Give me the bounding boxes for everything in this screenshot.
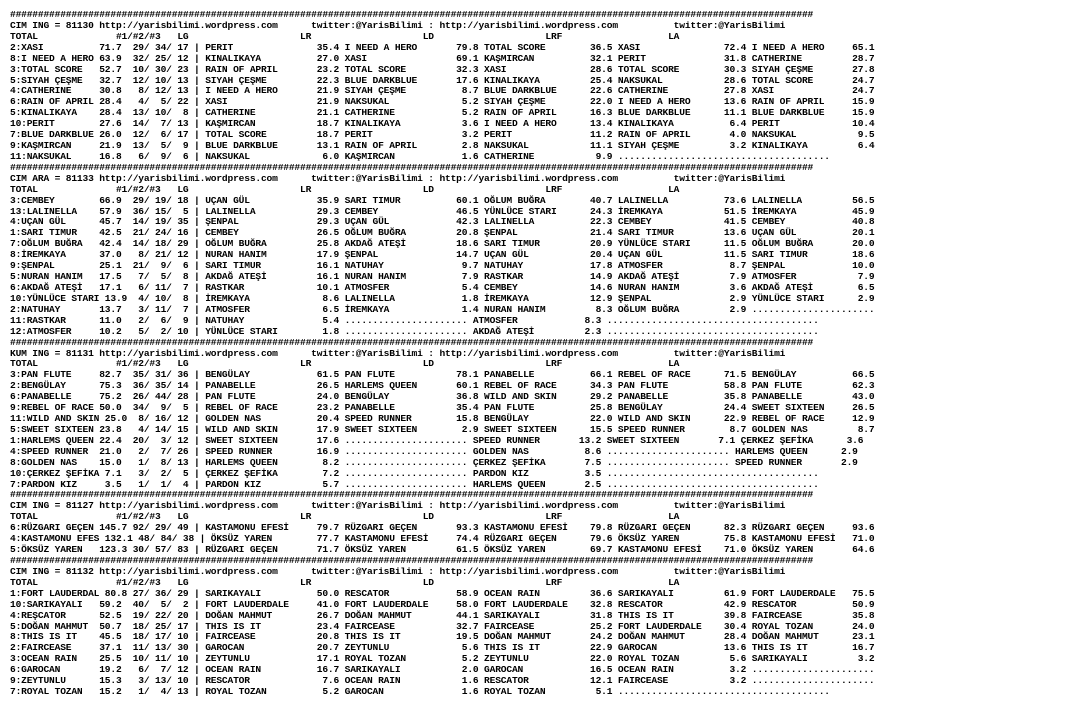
data-row: 2:FAIRCEASE 37.1 11/ 13/ 30 | GAROCAN 20.7 ZEYTUNLU 5.6 THIS IS IT 22.9 GAROCAN 13.6 THIS IS IT 16.7 <box>10 642 875 654</box>
column-header: TOTAL #1/#2/#3 LG LR LD LRF LA <box>10 30 680 42</box>
data-row: 11:RASTKAR 11.0 2/ 6/ 9 | NATUHAY 5.4 ...................... ATMOSFER 8.3 ...................................... <box>10 314 819 326</box>
data-row: 7:BLUE DARKBLUE 26.0 12/ 6/ 17 | TOTAL SCORE 18.7 PERIT 3.2 PERIT 11.2 RAIN OF APRIL 4.0 NAKSUKAL 9.5 <box>10 129 875 141</box>
data-row: 1:HARLEMS QUEEN 22.4 20/ 3/ 12 | SWEET SIXTEEN 17.6 ...................... SPEED RUNNER 13.2 SWEET SIXTEEN 7.1 ÇERKEZ ŞEFİKA 3.6 <box>10 434 864 446</box>
race-header: KUM ING = 81131 http://yarisbilimi.wordpress.com twitter:@YarisBilimi : http://yarisbilimi.wordpress.com twitter:@YarisBilimi <box>10 347 786 359</box>
data-row: 8:GOLDEN NAS 15.0 1/ 8/ 13 | HARLEMS QUEEN 8.2 ...................... ÇERKEZ ŞEFİKA 7.5 ...................... SPEED RUNNER 2.9 <box>10 456 858 468</box>
data-row: 5:SWEET SIXTEEN 23.8 4/ 14/ 15 | WILD AND SKIN 17.9 SWEET SIXTEEN 2.9 SWEET SIXTEEN 15.5 SPEED RUNNER 8.7 GOLDEN NAS 8.7 <box>10 423 875 435</box>
data-row: 6:AKDAĞ ATEŞİ 17.1 6/ 11/ 7 | RASTKAR 10.1 ATMOSFER 5.4 CEMBEY 14.6 NURAN HANIM 3.6 AKDAĞ ATEŞİ 6.5 <box>10 282 875 293</box>
data-row: 9:ZEYTUNLU 15.3 3/ 13/ 10 | RESCATOR 7.6 OCEAN RAIN 1.6 RESCATOR 12.1 FAIRCEASE 3.2 ...................... <box>10 675 875 687</box>
data-row: 4:REŞCATOR 52.5 19/ 22/ 20 | DOĞAN MAHMUT 26.7 DOĞAN MAHMUT 44.1 SARIKAYALI 31.8 THIS IS IT 39.8 FAIRCEASE 35.8 <box>10 609 875 621</box>
data-row: 9:REBEL OF RACE 50.0 34/ 9/ 5 | REBEL OF RACE 23.2 PANABELLE 35.4 PAN FLUTE 25.8 BENGÜLAY 24.4 SWEET SIXTEEN 26.5 <box>10 402 875 414</box>
data-row: 8:I NEED A HERO 63.9 32/ 25/ 12 | KINALIKAYA 27.0 XASI 69.1 KAŞMIRCAN 32.1 PERIT 31.8 CATHERINE 28.7 <box>10 52 875 64</box>
data-row: 4:KASTAMONU EFES 132.1 48/ 84/ 38 | ÖKSÜZ YAREN 77.7 KASTAMONU EFESİ 74.4 RÜZGARI GEÇEN 79.6 ÖKSÜZ YAREN 75.8 KASTAMONU EFESİ 71.0 <box>10 533 875 545</box>
data-row: 8:THIS IS IT 45.5 18/ 17/ 10 | FAIRCEASE 20.8 THIS IS IT 19.5 DOĞAN MAHMUT 24.2 DOĞAN MAHMUT 28.4 DOĞAN MAHMUT 23.1 <box>10 631 875 643</box>
data-row: 6:PANABELLE 75.2 26/ 44/ 28 | PAN FLUTE 24.0 BENGÜLAY 36.8 WILD AND SKIN 29.2 PANABELLE 35.8 PANABELLE 43.0 <box>10 391 875 403</box>
column-header: TOTAL #1/#2/#3 LG LR LD LRF LA <box>10 511 680 523</box>
data-row: 3:CEMBEY 66.9 29/ 19/ 18 | UÇAN GÜL 35.9 SARI TIMUR 60.1 OĞLUM BUĞRA 40.7 LALINELLA 73.6 LALINELLA 56.5 <box>10 194 875 206</box>
data-row: 3:OCEAN RAIN 25.5 10/ 11/ 10 | ZEYTUNLU 17.1 ROYAL TOZAN 5.2 ZEYTUNLU 22.0 ROYAL TOZAN 5.6 SARIKAYALI 3.2 <box>10 653 875 665</box>
data-row: 3:TOTAL SCORE 52.7 10/ 30/ 23 | RAIN OF APRIL 23.2 TOTAL SCORE 32.3 XASI 28.6 TOTAL SCORE 30.3 SIYAH ÇEŞME 27.8 <box>10 63 875 75</box>
race-header: CIM ING = 81132 http://yarisbilimi.wordpress.com twitter:@YarisBilimi : http://yarisbilimi.wordpress.com twitter:@YarisBilimi <box>10 565 786 577</box>
data-row: 7:OĞLUM BUĞRA 42.4 14/ 18/ 29 | OĞLUM BUĞRA 25.8 AKDAĞ ATEŞİ 18.6 SARI TIMUR 20.9 YÜNLÜCE STARI 11.5 OĞLUM BUĞRA 20.0 <box>10 238 875 250</box>
data-row: 9:KAŞMIRCAN 21.9 13/ 5/ 9 | BLUE DARKBLUE 13.1 RAIN OF APRIL 2.8 NAKSUKAL 11.1 SIYAH ÇEŞME 3.2 KINALIKAYA 6.4 <box>10 140 875 152</box>
data-row: 8:İREMKAYA 37.0 8/ 21/ 12 | NURAN HANIM 17.9 ŞENPAL 14.7 UÇAN GÜL 20.4 UÇAN GÜL 11.5 SARI TIMUR 18.6 <box>10 249 875 261</box>
data-row: 7:ROYAL TOZAN 15.2 1/ 4/ 13 | ROYAL TOZAN 5.2 GAROCAN 1.6 ROYAL TOZAN 5.1 ...................................... <box>10 686 830 698</box>
data-row: 10:ÇERKEZ ŞEFİKA 7.1 3/ 2/ 5 | ÇERKEZ ŞEFİKA 7.2 ...................... PARDON KIZ 3.5 ...................................... <box>10 467 819 479</box>
data-row: 6:RÜZGARI GEÇEN 145.7 92/ 29/ 49 | KASTAMONU EFESİ 79.7 RÜZGARI GEÇEN 93.3 KASTAMONU EFESİ 79.8 RÜZGARI GEÇEN 82.3 RÜZGARI GEÇEN 93.6 <box>10 522 875 534</box>
data-row: 13:LALINELLA 57.9 36/ 15/ 5 | LALINELLA 29.3 CEMBEY 46.5 YÜNLÜCE STARI 24.3 İREMKAYA 51.5 İREMKAYA 45.9 <box>10 205 875 217</box>
race-stats-sheet <box>10 9 1072 709</box>
data-row: 5:ÖKSÜZ YAREN 123.3 30/ 57/ 83 | RÜZGARI GEÇEN 71.7 ÖKSÜZ YAREN 61.5 ÖKSÜZ YAREN 69.7 KASTAMONU EFESİ 71.0 ÖKSÜZ YAREN 64.6 <box>10 544 875 556</box>
column-header: TOTAL #1/#2/#3 LG LR LD LRF LA <box>10 183 680 195</box>
data-row: 2:NATUHAY 13.7 3/ 11/ 7 | ATMOSFER 6.5 İREMKAYA 1.4 NURAN HANIM 8.3 OĞLUM BUĞRA 2.9 ...................... <box>10 303 875 315</box>
data-row: 2:BENGÜLAY 75.3 36/ 35/ 14 | PANABELLE 26.5 HARLEMS QUEEN 60.1 REBEL OF RACE 34.3 PAN FLUTE 58.8 PAN FLUTE 62.3 <box>10 380 875 392</box>
data-row: 12:ATMOSFER 10.2 5/ 2/ 10 | YÜNLÜCE STARI 1.8 ...................... AKDAĞ ATEŞİ 2.3 ...................................... <box>10 325 819 337</box>
race-header: CIM ING = 81127 http://yarisbilimi.wordpress.com twitter:@YarisBilimi : http://yarisbilimi.wordpress.com twitter:@YarisBilimi <box>10 500 786 512</box>
data-row: 2:XASI 71.7 29/ 34/ 17 | PERIT 35.4 I NEED A HERO 79.8 TOTAL SCORE 36.5 XASI 72.4 I NEED A HERO 65.1 <box>10 41 875 53</box>
data-row: 6:GAROCAN 19.2 6/ 7/ 12 | OCEAN RAIN 16.7 SARIKAYALI 2.0 GAROCAN 16.5 OCEAN RAIN 3.2 ...................... <box>10 664 875 676</box>
data-row: 5:SIYAH ÇEŞME 32.7 12/ 10/ 13 | SIYAH ÇEŞME 22.3 BLUE DARKBLUE 17.6 KINALIKAYA 25.4 NAKSUKAL 28.6 TOTAL SCORE 24.7 <box>10 74 875 86</box>
data-row: 11:NAKSUKAL 16.8 6/ 9/ 6 | NAKSUKAL 6.0 KAŞMIRCAN 1.6 CATHERINE 9.9 ...................................... <box>10 150 830 162</box>
race-header: CIM ING = 81130 http://yarisbilimi.wordpress.com twitter:@YarisBilimi : http://yarisbilimi.wordpress.com twitter:@YarisBilimi <box>10 19 786 31</box>
section-separator: ################################################################################################################################################ <box>10 161 814 173</box>
data-row: 1:SARI TIMUR 42.5 21/ 24/ 16 | CEMBEY 26.5 OĞLUM BUĞRA 20.8 ŞENPAL 21.4 SARI TIMUR 13.6 UÇAN GÜL 20.1 <box>10 227 875 239</box>
data-row: 6:RAIN OF APRIL 28.4 4/ 5/ 22 | XASI 21.9 NAKSUKAL 5.2 SIYAH ÇEŞME 22.0 I NEED A HERO 13.6 RAIN OF APRIL 15.9 <box>10 96 875 108</box>
race-header: CIM ARA = 81133 http://yarisbilimi.wordpress.com twitter:@YarisBilimi : http://yarisbilimi.wordpress.com twitter:@YarisBilimi <box>10 172 786 184</box>
column-header: TOTAL #1/#2/#3 LG LR LD LRF LA <box>10 358 680 370</box>
data-row: 4:UÇAN GÜL 45.7 14/ 19/ 35 | ŞENPAL 29.3 UÇAN GÜL 42.3 LALINELLA 22.3 CEMBEY 41.5 CEMBEY 40.8 <box>10 216 875 228</box>
data-row: 7:PARDON KIZ 3.5 1/ 1/ 4 | PARDON KIZ 5.7 ...................... HARLEMS QUEEN 2.5 ...................................... <box>10 478 819 490</box>
section-separator: ################################################################################################################################################ <box>10 336 814 348</box>
data-row: 3:PAN FLUTE 82.7 35/ 31/ 36 | BENGÜLAY 61.5 PAN FLUTE 78.1 PANABELLE 66.1 REBEL OF RACE 71.5 BENGÜLAY 66.5 <box>10 369 875 381</box>
section-separator: ################################################################################################################################################ <box>10 9 814 20</box>
data-row: 10:YÜNLÜCE STARI 13.9 4/ 10/ 8 | İREMKAYA 8.6 LALINELLA 1.8 İREMKAYA 12.9 ŞENPAL 2.9 YÜNLÜCE STARI 2.9 <box>10 292 875 304</box>
data-row: 10:PERIT 27.6 14/ 7/ 13 | KAŞMIRCAN 18.7 KINALIKAYA 3.6 I NEED A HERO 13.4 KINALIKAYA 6.4 PERIT 10.4 <box>10 118 875 130</box>
data-row: 4:CATHERINE 30.8 8/ 12/ 13 | I NEED A HERO 21.9 SIYAH ÇEŞME 8.7 BLUE DARKBLUE 22.6 CATHERINE 27.8 XASI 24.7 <box>10 85 875 97</box>
data-row: 5:KINALIKAYA 28.4 13/ 10/ 8 | CATHERINE 21.1 CATHERINE 5.2 RAIN OF APRIL 16.3 BLUE DARKBLUE 11.1 BLUE DARKBLUE 15.9 <box>10 107 875 119</box>
section-separator: ################################################################################################################################################ <box>10 555 814 566</box>
data-row: 5:NURAN HANIM 17.5 7/ 5/ 8 | AKDAĞ ATEŞİ 16.1 NURAN HANIM 7.9 RASTKAR 14.9 AKDAĞ ATEŞİ 7.9 ATMOSFER 7.9 <box>10 271 875 283</box>
data-row: 5:DOĞAN MAHMUT 50.7 18/ 25/ 17 | THIS IS IT 23.4 FAIRCEASE 32.7 FAIRCEASE 25.2 FORT LAUDERDALE 30.4 ROYAL TOZAN 24.0 <box>10 620 875 632</box>
data-row: 10:SARIKAYALI 59.2 40/ 5/ 2 | FORT LAUDERDALE 41.0 FORT LAUDERDALE 58.0 FORT LAUDERDALE 32.8 RESCATOR 42.9 RESCATOR 50.9 <box>10 598 875 610</box>
data-row: 4:SPEED RUNNER 21.0 2/ 7/ 26 | SPEED RUNNER 16.9 ...................... GOLDEN NAS 8.6 ...................... HARLEMS QUEEN 2.9 <box>10 445 858 457</box>
data-row: 1:FORT LAUDERDAL 80.8 27/ 36/ 29 | SARIKAYALI 50.0 RESCATOR 58.9 OCEAN RAIN 36.6 SARIKAYALI 61.9 FORT LAUDERDALE 75.5 <box>10 587 875 599</box>
column-header: TOTAL #1/#2/#3 LG LR LD LRF LA <box>10 576 680 588</box>
data-row: 9:ŞENPAL 25.1 21/ 9/ 6 | SARI TIMUR 16.1 NATUHAY 9.7 NATUHAY 17.8 ATMOSFER 8.7 ŞENPAL 10.0 <box>10 260 875 272</box>
data-row: 11:WILD AND SKIN 25.0 8/ 16/ 12 | GOLDEN NAS 20.4 SPEED RUNNER 15.8 BENGÜLAY 22.0 WILD AND SKIN 22.9 REBEL OF RACE 12.9 <box>10 413 875 425</box>
section-separator: ################################################################################################################################################ <box>10 489 814 501</box>
